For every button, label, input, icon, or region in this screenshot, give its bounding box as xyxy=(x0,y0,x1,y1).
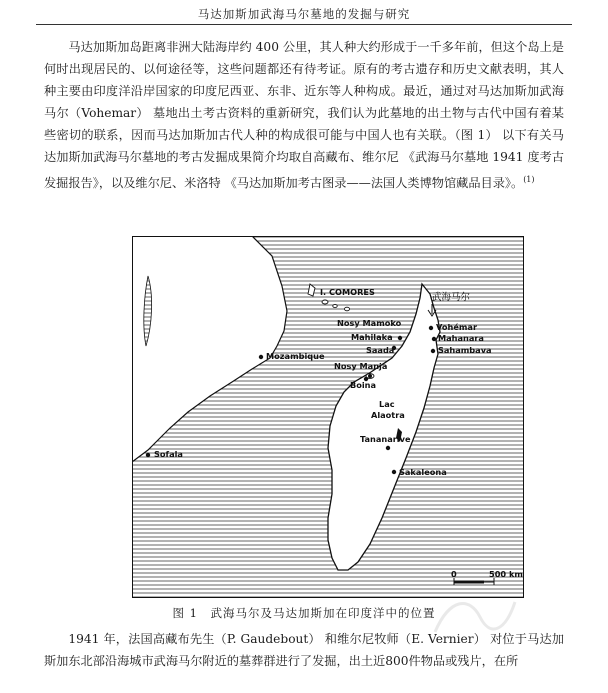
comoros-island-4 xyxy=(345,307,350,311)
location-map xyxy=(132,236,524,598)
label-vohemar: Vohémar xyxy=(436,322,477,332)
intro-paragraph-text: 马达加斯加岛距离非洲大陆海岸约 400 公里，其人种大约形成于一千多年前，但这个岛上是何时出现居民的、以何途径等，这些问题都还有待考证。原有的考古遗存和历史文献表明，其人种主要由印度洋沿岸国家的印度尼西亚、东非、近东等人种构成。最近，通过对马达加斯加武海马尔（Vohemar） 墓地出土考古资料的重新研究，我们认为此墓地的出土物与古代中国有着某些密切的联系，因而马达加斯加古代人种的构成很可能与中国人也有关联。（图 1） 以下有关马达加斯加武海马尔墓地的考古发掘成果简介均取自高藏布、维尔尼 《武海马尔墓地 1941 度考古发掘报告》，以及维尔尼、米洛特 《马达加斯加考古图录——法国人类博物馆藏品目录》。 xyxy=(44,40,564,190)
marker-sakaleona xyxy=(392,470,396,474)
marker-tananarive xyxy=(386,446,390,450)
marker-sahambava xyxy=(431,349,435,353)
scale-label-500: 500 km xyxy=(489,569,523,579)
comoros-island-2 xyxy=(322,300,328,304)
label-tananarive: Tananarive xyxy=(360,434,411,444)
comoros-island-3 xyxy=(333,304,337,307)
label-alaotra: Alaotra xyxy=(371,410,405,420)
label-saada: Saada xyxy=(366,345,395,355)
running-header: 马达加斯加武海马尔墓地的发掘与研究 xyxy=(197,7,411,21)
label-comores: I. COMORES xyxy=(320,287,375,297)
label-mahanara: Mahanara xyxy=(438,333,484,343)
marker-mozambique xyxy=(259,355,263,359)
label-mozambique: Mozambique xyxy=(266,351,325,361)
label-nosy-mamoko: Nosy Mamoko xyxy=(337,318,402,328)
location-map-figure xyxy=(132,236,524,598)
label-nosy-manja: Nosy Manja xyxy=(334,361,388,371)
intro-paragraph xyxy=(44,36,564,194)
marker-vohemar xyxy=(429,326,433,330)
label-sofala: Sofala xyxy=(154,449,183,459)
footnote-ref: (1) xyxy=(523,174,535,184)
marker-nosy-manja xyxy=(368,374,372,378)
label-mahilaka: Mahilaka xyxy=(351,332,393,342)
figure-caption: 图 1 武海马尔及马达加斯加在印度洋中的位置 xyxy=(172,606,436,620)
label-boina: Boina xyxy=(350,380,377,390)
marker-mahanara xyxy=(432,337,436,341)
marker-sofala xyxy=(146,453,150,457)
header-rule xyxy=(36,24,572,25)
label-vohemar-cn: 武海马尔 xyxy=(432,292,471,303)
label-lac: Lac xyxy=(379,399,395,409)
excavation-paragraph: 1941 年，法国高藏布先生（P. Gaudebout） 和维尔尼牧师（E. Vernier） 对位于马达加斯加东北部沿海城市武海马尔附近的墓葬群进行了发掘，出土近800件物品或残片，在所 xyxy=(44,632,564,669)
marker-mahilaka xyxy=(398,336,402,340)
scale-label-zero: 0 xyxy=(451,569,457,579)
label-sakaleona: Sakaleona xyxy=(399,467,447,477)
label-sahambava: Sahambava xyxy=(438,345,492,355)
